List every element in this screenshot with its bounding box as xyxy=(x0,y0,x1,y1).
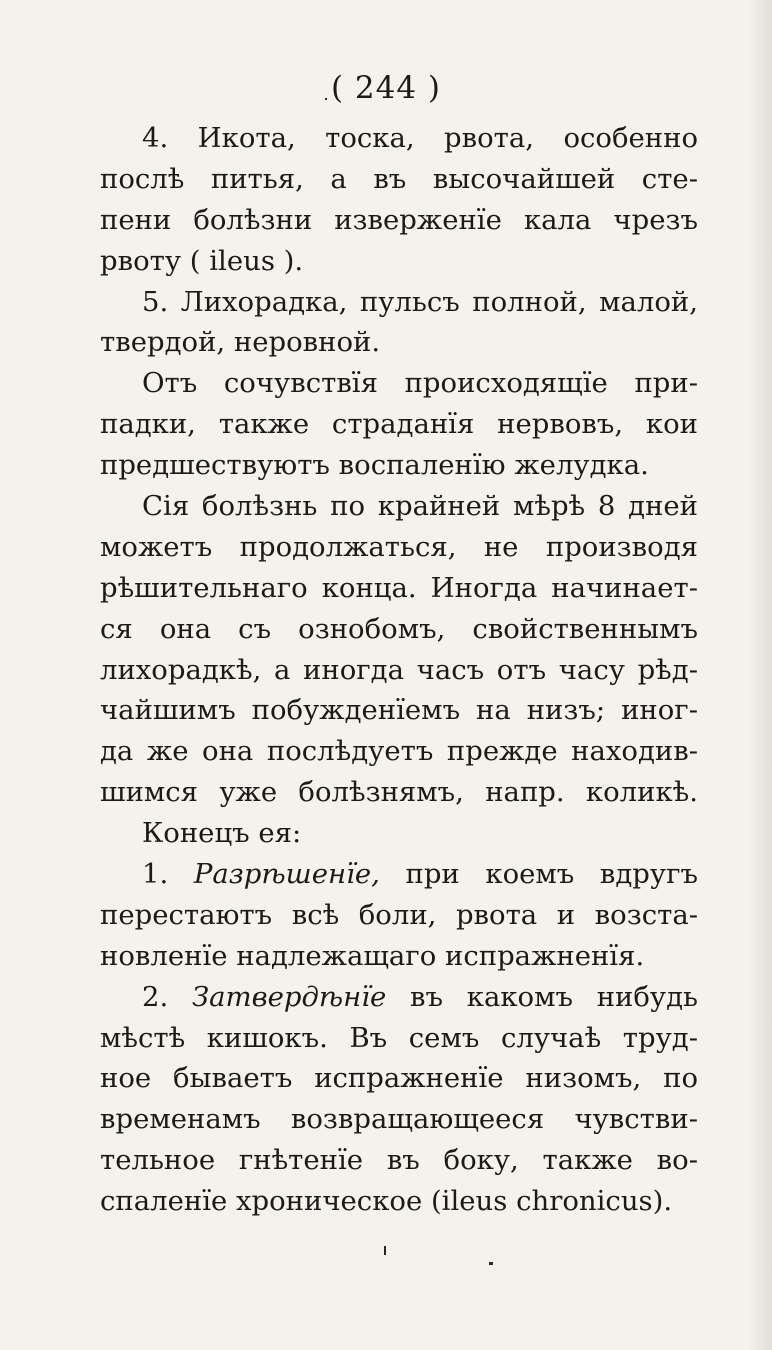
text-line xyxy=(100,977,698,1018)
text-fragment: въ какомъ нибудь xyxy=(386,980,698,1013)
text-line: чайшимъ побужденїемъ на низъ; иног- xyxy=(100,694,698,727)
text-line: перестаютъ всѣ боли, рвота и возста- xyxy=(100,898,698,931)
item-number: 1. xyxy=(142,858,169,891)
text-line: временамъ возвращающееся чувстви- xyxy=(100,1103,698,1136)
page-text xyxy=(100,118,698,1222)
page-number: ( 244 ) xyxy=(330,70,442,106)
text-line: лихорадкѣ, а иногда часъ отъ часу рѣд- xyxy=(100,653,698,686)
text-line: ное бываетъ испражненїе низомъ, по xyxy=(100,1062,698,1095)
item-term: Разрѣшенїе, xyxy=(193,858,380,891)
text-line: можетъ продолжаться, не производя xyxy=(100,530,698,563)
text-line: Конецъ ея: xyxy=(142,817,302,850)
text-line: да же она послѣдуетъ прежде находив- xyxy=(100,735,698,768)
text-line: тельное гнѣтенїе въ боку, также во- xyxy=(100,1144,698,1177)
text-line: послѣ питья, а въ высочайшей сте- xyxy=(100,162,698,195)
item-term: Затвердѣнїе xyxy=(191,980,387,1013)
text-line: предшествуютъ воспаленїю желудка. xyxy=(100,449,649,482)
text-line: ся она съ ознобомъ, свойственнымъ xyxy=(100,612,698,645)
text-line: Отъ сочувствїя происходящїе при- xyxy=(142,367,698,400)
page-edge-shadow xyxy=(748,0,772,1350)
ink-speck xyxy=(384,1246,386,1255)
text-line: твердой, неровной. xyxy=(100,326,381,359)
ink-speck xyxy=(489,1262,493,1265)
text-line: 4. Икота, тоска, рвота, особенно xyxy=(142,122,698,154)
text-line: падки, также страданїя нервовъ, кои xyxy=(100,408,698,441)
text-fragment: при коемъ вдругъ xyxy=(379,858,698,891)
text-line: новленїе надлежащаго испражненїя. xyxy=(100,939,645,972)
text-line: мѣстѣ кишокъ. Въ семъ случаѣ труд- xyxy=(100,1021,698,1054)
text-line: рвоту ( ileus ). xyxy=(100,244,304,277)
text-line: Сiя болѣзнь по крайней мѣрѣ 8 дней xyxy=(142,490,698,523)
text-line: спаленїе хроническое (ileus chronicus). xyxy=(100,1185,673,1218)
text-line: 5. Лихорадка, пульсъ полной, малой, xyxy=(142,285,698,318)
text-line: шимся уже болѣзнямъ, напр. коликѣ. xyxy=(100,776,698,809)
item-number: 2. xyxy=(142,980,169,1013)
text-line: рѣшительнаго конца. Иногда начинает- xyxy=(100,571,698,604)
text-line: пени болѣзни изверженїе кала чрезъ xyxy=(100,203,698,236)
text-line xyxy=(100,854,698,895)
